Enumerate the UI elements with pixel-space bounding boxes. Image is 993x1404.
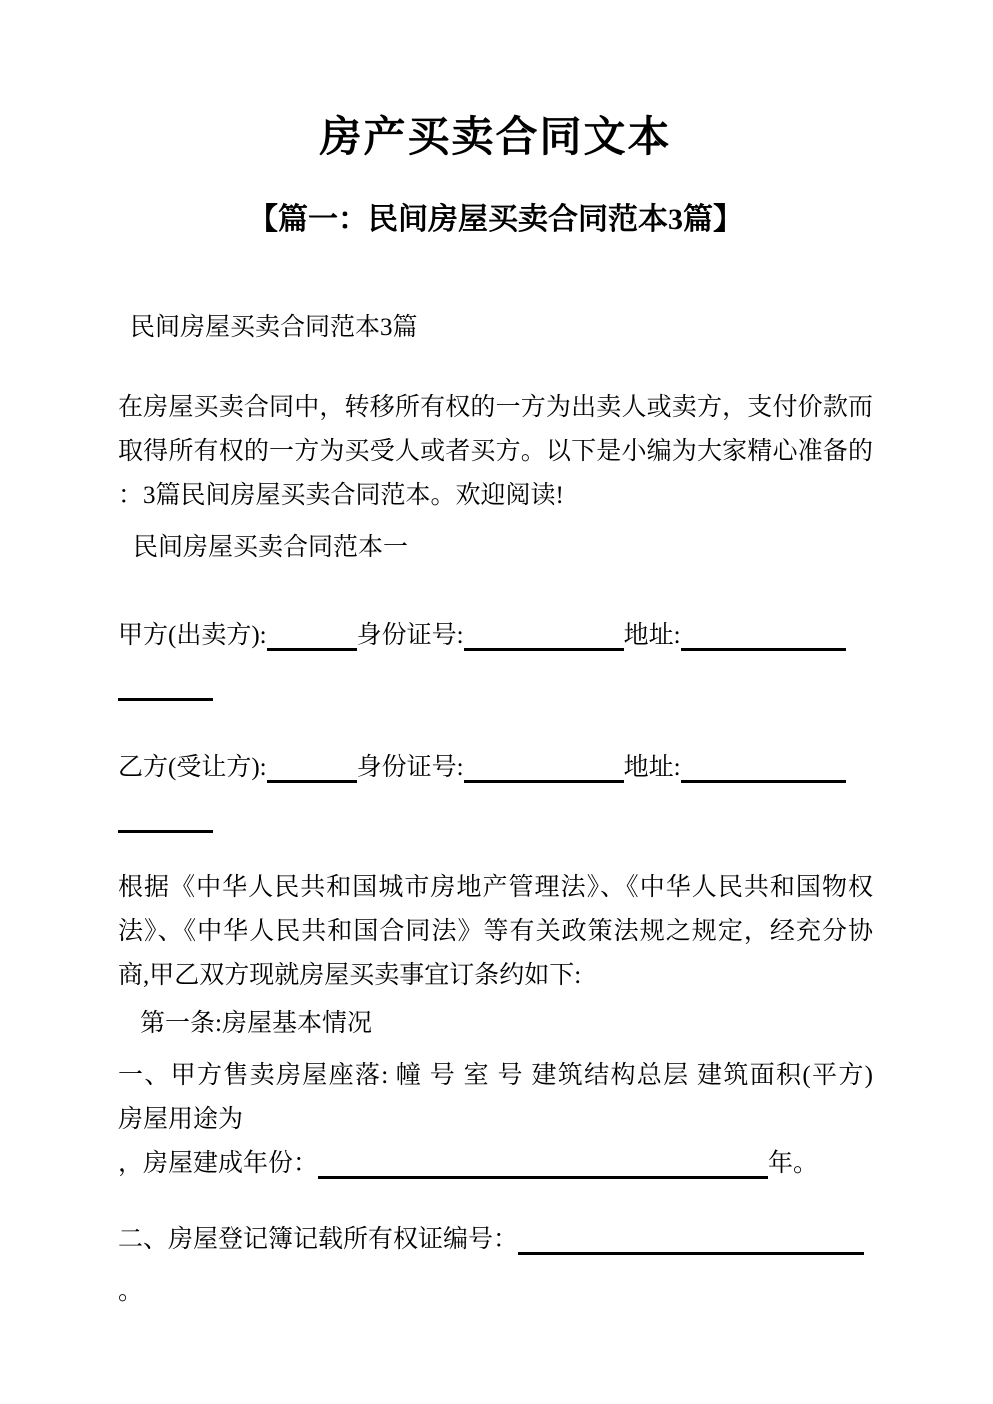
- party-a-continuation-line: [118, 668, 873, 704]
- party-a-name-label: 甲方(出卖方):: [118, 622, 267, 649]
- built-year-line: [118, 1142, 873, 1186]
- party-b-name-blank: [267, 757, 357, 783]
- party-b-address-blank-continuation: [118, 807, 213, 833]
- party-a-address-blank-continuation: [118, 675, 213, 701]
- document-content: [0, 112, 993, 1314]
- party-a-name-blank: [267, 625, 357, 651]
- built-year-prefix: ，房屋建成年份：: [118, 1150, 319, 1177]
- sample-one-heading: 民间房屋买卖合同范本一: [133, 534, 409, 561]
- legal-line-2: 法》、《中华人民共和国合同法》等有关政策法规之规定，经充分协: [118, 918, 873, 945]
- clause-two-prefix: 二、房屋登记簿记载所有权证编号：: [118, 1226, 519, 1253]
- intro-paragraph: [118, 386, 873, 518]
- intro-line-1: 在房屋买卖合同中，转移所有权的一方为出卖人或卖方，支付价款而: [118, 394, 873, 421]
- clause-two-line: [118, 1218, 873, 1262]
- party-a-line: [118, 616, 873, 656]
- clause-one-line-2: 房屋用途为: [118, 1106, 244, 1133]
- intro-line-3: ：3篇民间房屋买卖合同范本。欢迎阅读!: [118, 482, 564, 509]
- trailing-period-line: 。: [118, 1278, 144, 1305]
- article-one-heading: 第一条:房屋基本情况: [140, 1010, 372, 1037]
- clause-one-line-1: 一、甲方售卖房屋座落: 幢 号 室 号 建筑结构总层 建筑面积(平方): [118, 1062, 873, 1089]
- clause-one-paragraph: [118, 1054, 873, 1142]
- party-a-address-blank: [681, 625, 846, 651]
- party-a-address-label: 地址:: [623, 622, 681, 649]
- clause-two-blank: [518, 1229, 864, 1255]
- list-heading: 民间房屋买卖合同范本3篇: [130, 314, 418, 341]
- party-b-line: [118, 748, 873, 788]
- section-heading: 【篇一：民间房屋买卖合同范本3篇】: [248, 203, 743, 236]
- document-title: 房产买卖合同文本: [319, 115, 672, 161]
- party-b-id-label: 身份证号:: [356, 754, 464, 781]
- intro-line-2: 取得所有权的一方为买受人或者买方。以下是小编为大家精心准备的: [118, 438, 873, 465]
- legal-basis-paragraph: [118, 866, 873, 998]
- built-year-blank: [318, 1153, 768, 1179]
- legal-line-1: 根据《中华人民共和国城市房地产管理法》、《中华人民共和国物权: [118, 874, 873, 901]
- built-year-suffix: 年。: [768, 1150, 819, 1177]
- party-b-id-blank: [464, 757, 624, 783]
- party-b-continuation-line: [118, 800, 873, 836]
- party-a-id-label: 身份证号:: [356, 622, 464, 649]
- legal-line-3: 商,甲乙双方现就房屋买卖事宜订条约如下:: [118, 962, 582, 989]
- party-a-id-blank: [464, 625, 624, 651]
- party-b-address-blank: [681, 757, 846, 783]
- party-b-name-label: 乙方(受让方):: [118, 754, 267, 781]
- party-b-address-label: 地址:: [623, 754, 681, 781]
